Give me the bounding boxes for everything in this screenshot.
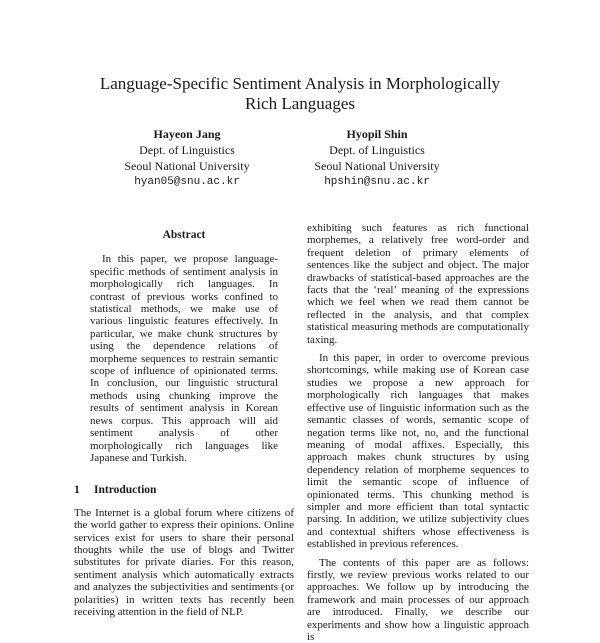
intro-paragraph-1: The Internet is a global forum where citizens of the world gather to express their opinions. Online services exist for users to share their personal thoughts while the use of blogs and Twitter substitutes for private diaries. For this reason, sentiment analysis which automatically extracts and analyzes the subjectivities and sentiments (or polarities) in written texts has recently been receiving attention in the field of NLP. [74, 506, 294, 618]
title-line-2: Rich Languages [245, 94, 355, 113]
author-block-2 [277, 126, 477, 190]
author-department: Dept. of Linguistics [139, 143, 235, 157]
right-column [307, 222, 529, 643]
author-name: Hyopil Shin [346, 127, 408, 141]
author-email: hyan05@snu.ac.kr [134, 176, 240, 188]
abstract-text: In this paper, we propose language-specific methods of sentiment analysis in morphologically rich languages. In contrast of previous works confined to statistical methods, we make use of various linguistic features effectively. In particular, we make chunk structures by using the dependence relations of morpheme sequences to restrain semantic scope of influence of opinionated terms. In conclusion, our linguistic structural methods using chunking improve the results of sentiment analysis in Korean news corpus. This approach will aid sentiment analysis of other morphologically rich languages like Japanese and Turkish. [90, 253, 278, 464]
body-paragraph-2: In this paper, in order to overcome previous shortcomings, while making use of Korean case studies we propose a new approach for morphologically rich languages that makes effective use of linguistic information such as the semantic classes of words, semantic scope of negation terms like not, no, and the functional meaning of modal affixes. Especially, this approach makes chunk structures by using dependency relation of morpheme sequences to limit the semantic scope of influence of opinionated terms. This chunking method is simpler and more efficient than total syntactic parsing. In addition, we utilize subjectivity clues and contextual shifters whose effectiveness is established in previous references. [307, 352, 529, 551]
section-number: 1 [74, 484, 80, 497]
author-department: Dept. of Linguistics [329, 143, 425, 157]
body-paragraph-1: exhibiting such features as rich functional morphemes, a relatively free word-order and frequent deletion of primary elements of sentences like the subject and object. The major drawbacks of statistical-based approaches are the facts that the ‘real’ meaning of the expressions which we feel when we read them cannot be reflected in the analysis, and that complex statistical measuring methods are computationally taxing. [307, 222, 529, 346]
abstract-heading: Abstract [162, 229, 206, 241]
author-university: Seoul National University [314, 159, 440, 173]
section-title: Introduction [94, 484, 157, 497]
title-line-1: Language-Specific Sentiment Analysis in Morphologically [99, 74, 501, 93]
section-heading-introduction [74, 484, 294, 496]
author-name: Hayeon Jang [153, 127, 221, 141]
author-block-1 [87, 126, 287, 190]
body-paragraph-3: The contents of this paper are as follows: firstly, we review previous works related to our approaches. We follow up by introducing the framework and main processes of our approach are introduced. Finally, we describe our experiments and show how a linguistic approach is [307, 556, 529, 643]
paper-title [60, 74, 540, 114]
left-column [74, 229, 294, 618]
author-email: hpshin@snu.ac.kr [324, 176, 430, 188]
author-university: Seoul National University [124, 159, 250, 173]
